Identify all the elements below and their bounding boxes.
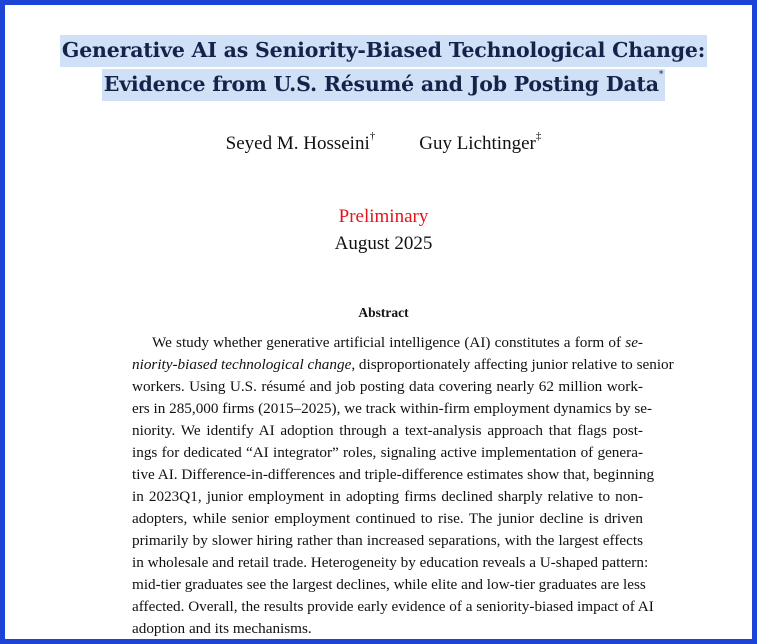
abstract-line: mid-tier graduates see the largest declines, while elite and low-tier graduates are less bbox=[132, 576, 646, 593]
author-list bbox=[5, 130, 757, 155]
abstract-line bbox=[132, 356, 674, 374]
abstract-heading: Abstract bbox=[358, 305, 409, 320]
abstract-line: in wholesale and retail trade. Heterogeneity by education reveals a U-shaped pattern: bbox=[132, 554, 649, 571]
title-text-2: Evidence from U.S. Résumé and Job Posting Data bbox=[103, 72, 659, 96]
author-lichtinger bbox=[419, 130, 542, 155]
abstract-line: adoption and its mechanisms. bbox=[132, 620, 312, 637]
abstract-line: adopters, while senior employment continued to rise. The junior decline is driven bbox=[132, 510, 643, 527]
abstract-text: We study whether generative artificial intelligence (AI) constitutes a form of bbox=[152, 334, 626, 351]
paper-title-line-2 bbox=[5, 72, 757, 96]
author-footnote-mark[interactable]: ‡ bbox=[535, 130, 542, 142]
title-highlight-1: Generative AI as Seniority-Biased Technological Change: bbox=[60, 35, 707, 67]
publication-date: August 2025 bbox=[334, 233, 433, 254]
abstract-line: ings for dedicated “AI integrator” roles, signaling active implementation of genera- bbox=[132, 444, 643, 461]
author-name: Seyed M. Hosseini bbox=[225, 133, 370, 154]
title-highlight-2 bbox=[102, 69, 665, 101]
author-hosseini bbox=[225, 130, 376, 155]
abstract-line: affected. Overall, the results provide early evidence of a seniority-biased impact of AI bbox=[132, 598, 654, 615]
abstract-line: tive AI. Difference-in-differences and triple-difference estimates show that, beginning bbox=[132, 466, 655, 483]
abstract-emphasis: se- bbox=[625, 334, 643, 351]
abstract-line: niority. We identify AI adoption through a text-analysis approach that flags post- bbox=[132, 422, 643, 439]
abstract-text: , disproportionately affecting junior relative to senior bbox=[351, 356, 674, 373]
abstract-line: primarily by slower hiring rather than increased separations, with the largest effects bbox=[132, 532, 643, 549]
abstract-line bbox=[152, 334, 643, 352]
abstract-line: ers in 285,000 firms (2015–2025), we track within-firm employment dynamics by se- bbox=[132, 400, 653, 417]
paper-title-line-1 bbox=[5, 38, 757, 62]
abstract-emphasis: niority-biased technological change bbox=[132, 356, 352, 373]
abstract-line: workers. Using U.S. résumé and job posting data covering nearly 62 million work- bbox=[132, 378, 643, 395]
status-label: Preliminary bbox=[338, 206, 429, 227]
author-name: Guy Lichtinger bbox=[419, 133, 536, 154]
abstract-line: in 2023Q1, junior employment in adopting firms declined sharply relative to non- bbox=[132, 488, 643, 505]
author-footnote-mark[interactable]: † bbox=[369, 130, 376, 142]
title-footnote-mark[interactable]: * bbox=[658, 70, 664, 80]
